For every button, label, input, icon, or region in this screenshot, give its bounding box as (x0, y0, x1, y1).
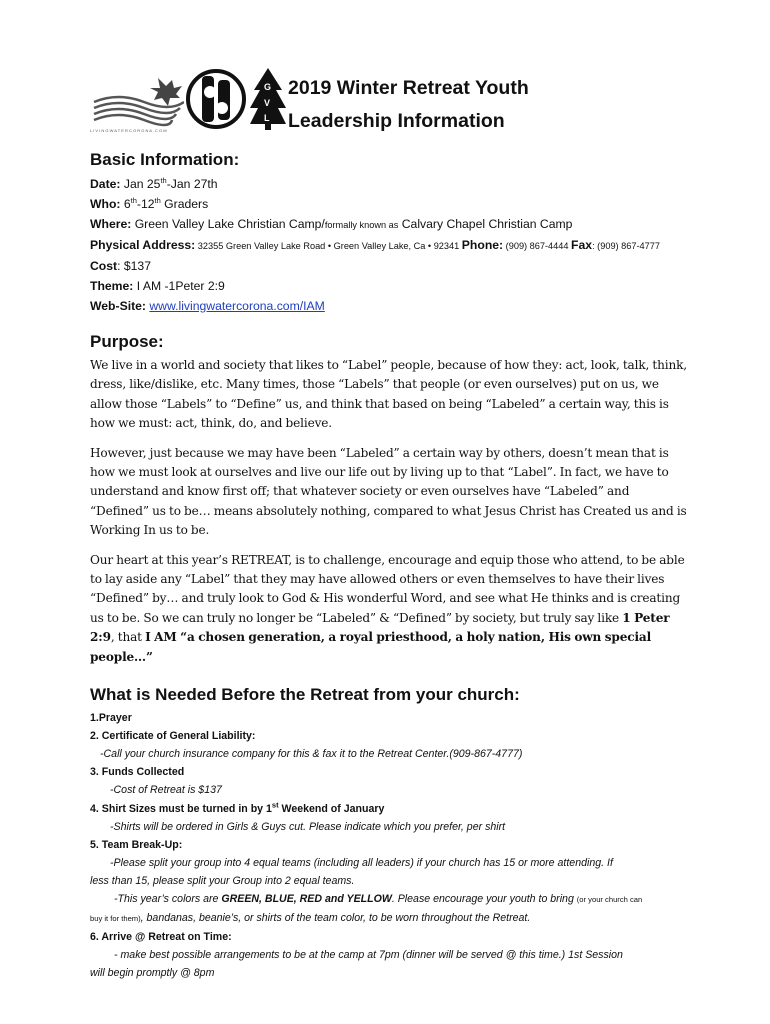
list-item-teams: 5. Team Break-Up: (90, 838, 183, 851)
list-subitem-colors: -This year’s colors are GREEN, BLUE, RED and YELLOW. Please encourage your youth to bring (or your church can (114, 893, 643, 906)
basic-info-heading: Basic Information: (90, 150, 240, 169)
purpose-paragraph-2: However, just because we may have been “Labeled” a certain way by others, doesn’t mean that is how we must look at ourselves and live our life out by living up to that “Label”. In fact, we have to understand and know first off; that whatever society or even ourselves have “Labeled” and “Defined” us to be… means absolutely nothing, compared to what Jesus Christ has Created us and is Working In us to be. (90, 445, 687, 538)
header (88, 66, 688, 136)
list-subitem-shirts: -Shirts will be ordered in Girls & Guys cut. Please indicate which you prefer, per shirt (110, 820, 506, 833)
tree-gvl-icon (248, 66, 288, 132)
list-item-arrive: 6. Arrive @ Retreat on Time: (90, 931, 232, 944)
list-item-shirts: 4. Shirt Sizes must be turned in by 1st Weekend of January (90, 800, 385, 815)
list-subitem-certificate: -Call your church insurance company for this & fax it to the Retreat Center.(909-867-4777) (100, 748, 523, 761)
purpose-heading: Purpose: (90, 332, 164, 351)
website-line: Web-Site: www.livingwatercorona.com/IAM (90, 299, 325, 313)
needed-heading: What is Needed Before the Retreat from your church: (90, 685, 520, 705)
purpose-paragraph-3: Our heart at this year’s RETREAT, is to challenge, encourage and equip those who attend, to be able to lay aside any “Label” that they may have allowed others or even themselves to have their lives “Defined” by… and truly look to God & His wonderful Word, and see what He thinks and is creating us to be. So we can truly no longer be “Labeled” & “Defined” by society, but truly say like 1 Peter 2:9, that I AM “a chosen generation, a royal priesthood, a holy nation, His own special people…” (90, 552, 685, 664)
title-line-2: Leadership Information (288, 110, 505, 132)
tree-letter-l: L (264, 113, 270, 123)
tree-letter-v: V (264, 98, 271, 108)
living-water-logo (88, 72, 184, 134)
circle-emblem-icon (184, 66, 248, 132)
list-subitem-arrive-2: will begin promptly @ 8pm (90, 967, 215, 980)
website-link[interactable]: www.livingwatercorona.com/IAM (149, 299, 325, 313)
list-item-funds: 3. Funds Collected (90, 766, 185, 779)
list-subitem-funds: -Cost of Retreat is $137 (110, 784, 222, 797)
list-item-certificate: 2. Certificate of General Liability: (90, 730, 256, 743)
where-line: Where: Green Valley Lake Christian Camp/formally known as Calvary Chapel Christian Camp (90, 217, 573, 231)
address-line: Physical Address: 32355 Green Valley Lake Road • Green Valley Lake, Ca • 92341 Phone: (909) 867-4444 Fax: (909) 867-4777 (90, 238, 660, 252)
list-subitem-arrive-1: - make best possible arrangements to be at the camp at 7pm (dinner will be served @ this time.) 1st Session (114, 949, 623, 962)
list-subitem-teams-2: less than 15, please split your Group into 2 equal teams. (90, 874, 355, 887)
list-subitem-colors-2: buy it for them), bandanas, beanie’s, or shirts of the team color, to be worn throughout the Retreat. (90, 912, 531, 925)
list-subitem-teams-1: -Please split your group into 4 equal teams (including all leaders) if your church has 15 or more attending. If (110, 856, 613, 869)
tree-letter-g: G (264, 82, 272, 92)
who-line: Who: 6th-12th Graders (90, 195, 209, 211)
logo-small-text: L I V I N G W A T E R C O R O N A . C O M (90, 128, 167, 133)
main-content (90, 148, 690, 983)
theme-line: Theme: I AM -1Peter 2:9 (90, 279, 225, 293)
date-line: Date: Jan 25th-Jan 27th (90, 175, 218, 191)
title-line-1: 2019 Winter Retreat Youth (288, 77, 529, 99)
purpose-paragraph-1: We live in a world and society that likes to “Label” people, because of how they: act, look, talk, think, dress, like/dislike, etc. Many times, those “Labels” that people (or even ourselves) put on us, we allow those “Labels” to “Define” us, and think that based on being “Labeled” a certain way, this is how we must: act, think, do, and believe. (90, 358, 687, 431)
cost-line: Cost: $137 (90, 259, 151, 273)
page-title (288, 72, 529, 138)
list-item-prayer: 1.Prayer (90, 712, 132, 725)
